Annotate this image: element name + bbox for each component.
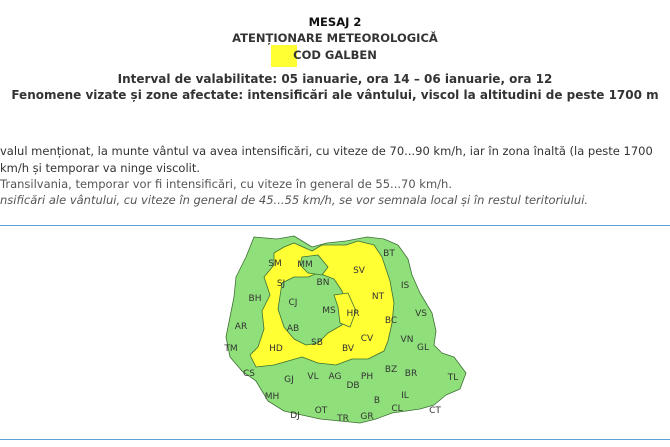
county-label-dj: DJ — [290, 411, 300, 421]
county-label-ab: AB — [286, 324, 300, 334]
county-label-bt: BT — [383, 249, 395, 259]
county-label-nt: NT — [371, 292, 385, 302]
county-label-bv: BV — [341, 344, 355, 354]
divider-top — [0, 225, 670, 226]
county-label-ms: MS — [322, 306, 336, 316]
county-label-sv: SV — [353, 266, 365, 276]
county-label-ot: OT — [314, 406, 328, 416]
county-label-ph: PH — [360, 372, 374, 382]
romania-warning-map — [222, 233, 468, 427]
county-label-cs: CS — [243, 369, 255, 379]
county-label-vn: VN — [400, 335, 414, 345]
county-label-mh: MH — [264, 392, 280, 402]
county-label-tl: TL — [447, 373, 459, 383]
message-title: MESAJ 2 — [308, 15, 362, 29]
county-label-is: IS — [400, 281, 410, 291]
code-label-row — [0, 48, 670, 62]
county-label-vs: VS — [415, 309, 427, 319]
county-label-sj: SJ — [276, 279, 286, 289]
map-regions — [226, 236, 466, 423]
county-label-bn: BN — [316, 278, 330, 288]
county-label-ar: AR — [234, 322, 248, 332]
county-label-cv: CV — [360, 334, 374, 344]
county-label-tm: TM — [224, 344, 238, 354]
county-label-sb: SB — [311, 338, 323, 348]
county-label-mm: MM — [297, 260, 313, 270]
county-label-gl: GL — [417, 343, 429, 353]
forecast-line-4: nsificări ale vântului, cu viteze în general de 45...55 km/h, se vor semnala local și în restul teritoriului. — [0, 193, 589, 207]
county-label-br: BR — [404, 369, 418, 379]
county-label-hd: HD — [269, 344, 283, 354]
county-label-bc: BC — [384, 316, 398, 326]
county-label-gj: GJ — [284, 375, 294, 385]
county-label-db: DB — [346, 381, 360, 391]
county-label-bz: BZ — [384, 365, 398, 375]
county-label-b: B — [373, 396, 381, 406]
forecast-line-1: valul menționat, la munte vântul va avea intensificări, cu viteze de 70...90 km/h, iar în zona înaltă (la peste 1700 — [0, 144, 653, 158]
forecast-line-3: Transilvania, temporar vor fi intensificări, cu viteze în general de 55...70 km/h. — [0, 177, 452, 191]
divider-bottom — [0, 439, 670, 440]
county-label-gr: GR — [360, 412, 374, 422]
phenomena-zones: Fenomene vizate și zone afectate: intensificări ale vântului, viscol la altitudini de peste 1700 m — [11, 88, 659, 102]
county-label-tr: TR — [337, 414, 349, 424]
county-label-vl: VL — [307, 372, 319, 382]
county-label-ct: CT — [429, 406, 441, 416]
county-label-bh: BH — [248, 294, 262, 304]
county-label-cl: CL — [391, 404, 403, 414]
forecast-line-2: km/h și temporar va ninge viscolit. — [0, 161, 201, 175]
county-label-il: IL — [401, 391, 409, 401]
validity-interval: Interval de valabilitate: 05 ianuarie, ora 14 – 06 ianuarie, ora 12 — [117, 72, 553, 86]
county-label-cj: CJ — [288, 298, 298, 308]
code-label — [293, 48, 377, 62]
county-label-sm: SM — [268, 259, 282, 269]
county-label-hr: HR — [346, 309, 360, 319]
county-label-ag: AG — [328, 372, 342, 382]
code-label-text: COD GALBEN — [293, 48, 377, 62]
alert-subtitle: ATENȚIONARE METEOROLOGICĂ — [232, 31, 438, 45]
